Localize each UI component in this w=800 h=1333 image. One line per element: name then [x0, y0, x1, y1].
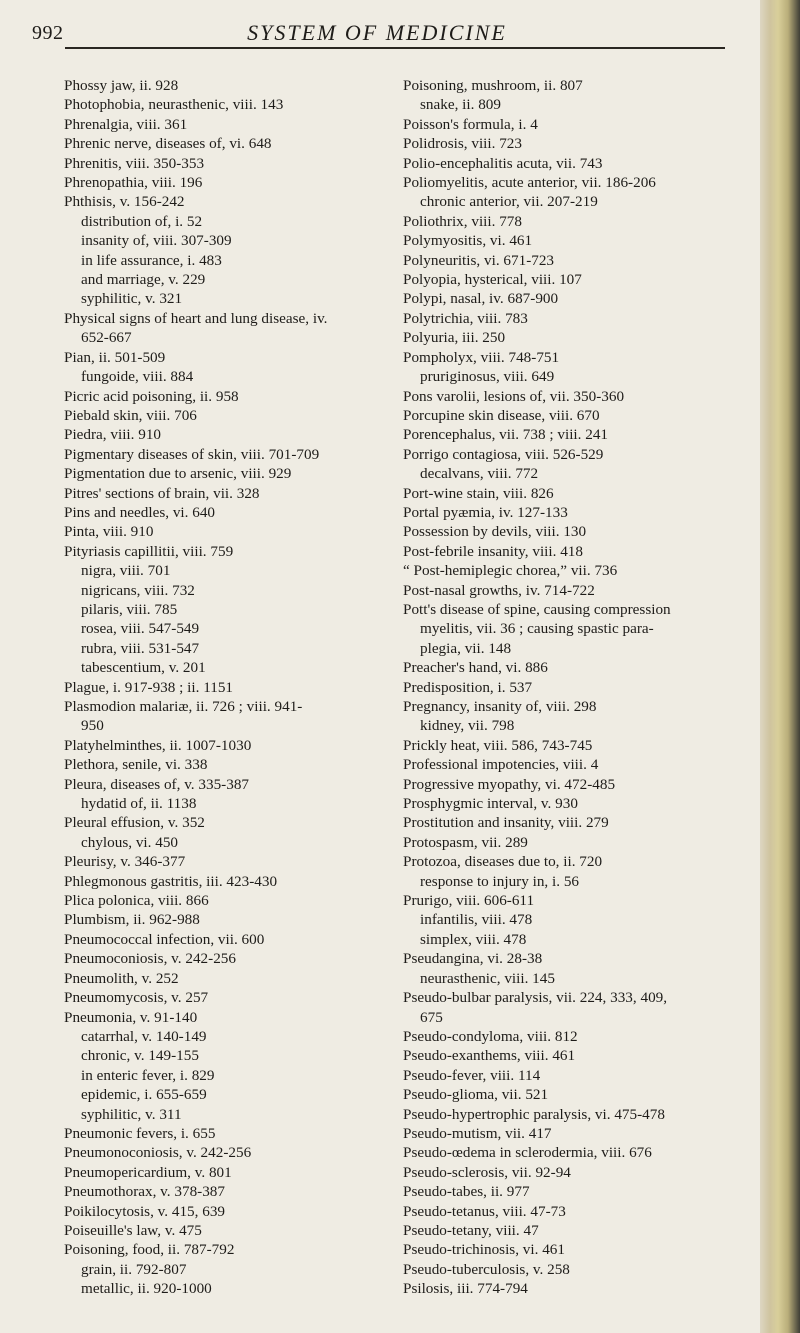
index-subentry: rosea, viii. 547-549: [81, 620, 200, 638]
index-entry: Prostitution and insanity, viii. 279: [403, 814, 609, 832]
index-subentry: kidney, vii. 798: [420, 717, 515, 735]
index-entry-continuation: plegia, vii. 148: [420, 639, 512, 657]
index-subentry: simplex, viii. 478: [420, 930, 527, 948]
index-subentry: in enteric fever, i. 829: [81, 1066, 215, 1084]
index-entry: Poliothrix, viii. 778: [403, 212, 522, 230]
index-entry: Pneumomycosis, v. 257: [64, 989, 209, 1007]
index-entry: Piedra, viii. 910: [64, 426, 162, 444]
index-entry: Piebald skin, viii. 706: [64, 406, 197, 424]
index-subentry: snake, ii. 809: [420, 96, 501, 114]
index-entry: Porencephalus, vii. 738 ; viii. 241: [403, 426, 609, 444]
index-entry: Poiseuille's law, v. 475: [64, 1221, 202, 1239]
index-entry: Post-nasal growths, iv. 714-722: [403, 581, 595, 599]
index-entry: Phossy jaw, ii. 928: [64, 77, 179, 94]
index-subentry: nigra, viii. 701: [81, 562, 171, 580]
index-entry: Pian, ii. 501-509: [64, 348, 166, 366]
index-entry: “ Post-hemiplegic chorea,” vii. 736: [403, 562, 618, 580]
index-subentry: chronic, v. 149-155: [81, 1047, 199, 1065]
index-entry: Protospasm, vii. 289: [403, 833, 528, 851]
index-entry: Pseudo-exanthems, viii. 461: [403, 1047, 576, 1065]
index-entry: Professional impotencies, viii. 4: [403, 756, 599, 774]
page-number: 992: [32, 22, 64, 44]
index-entry: Plumbism, ii. 962-988: [64, 911, 200, 929]
index-subentry: response to injury in, i. 56: [420, 872, 580, 890]
index-entry: Pneumopericardium, v. 801: [64, 1163, 232, 1181]
index-entry: Pneumolith, v. 252: [64, 969, 179, 987]
index-entry: Pseudo-tabes, ii. 977: [403, 1183, 530, 1201]
index-entry: Poisson's formula, i. 4: [403, 115, 538, 133]
index-entry: Prurigo, viii. 606-611: [403, 892, 535, 910]
index-entry-continuation: 652-667: [81, 329, 132, 347]
index-entry-continuation: myelitis, vii. 36 ; causing spastic para-: [420, 620, 654, 638]
index-entry: Pseudo-condyloma, viii. 812: [403, 1027, 578, 1045]
index-entry: Predisposition, i. 537: [403, 678, 533, 696]
index-entry: Plasmodion malariæ, ii. 726 ; viii. 941-: [64, 698, 303, 715]
index-entry: Polyneuritis, vi. 671-723: [403, 251, 555, 269]
index-entry: Pneumonoconiosis, v. 242-256: [64, 1144, 252, 1162]
index-subentry: metallic, ii. 920-1000: [81, 1280, 212, 1298]
index-entry: Polio-encephalitis acuta, vii. 743: [403, 154, 603, 172]
index-entry: Polyopia, hysterical, viii. 107: [403, 271, 582, 289]
index-subentry: pilaris, viii. 785: [81, 600, 178, 618]
index-column-right: [403, 76, 755, 1299]
index-entry: Pneumothorax, v. 378-387: [64, 1183, 225, 1201]
index-entry: Protozoa, diseases due to, ii. 720: [403, 853, 603, 871]
index-entry: Prosphygmic interval, v. 930: [403, 795, 578, 813]
index-entry: Polytrichia, viii. 783: [403, 309, 528, 327]
index-entry: Phlegmonous gastritis, iii. 423-430: [64, 872, 278, 890]
index-entry: Pneumonia, v. 91-140: [64, 1008, 198, 1026]
index-entry: Pneumonic fevers, i. 655: [64, 1124, 216, 1142]
index-subentry: fungoide, viii. 884: [81, 368, 194, 386]
index-entry: Phrenic nerve, diseases of, vi. 648: [64, 135, 272, 153]
index-entry: Pseudo-tetanus, viii. 47-73: [403, 1202, 566, 1220]
index-entry: Poikilocytosis, v. 415, 639: [64, 1202, 226, 1220]
index-entry: Pseudo-mutism, vii. 417: [403, 1124, 552, 1142]
index-entry-continuation: 950: [81, 717, 104, 735]
index-entry-continuation: 675: [420, 1008, 443, 1026]
index-entry: Pseudo-tetany, viii. 47: [403, 1221, 539, 1239]
index-subentry: distribution of, i. 52: [81, 212, 203, 230]
index-entry: Pseudo-tuberculosis, v. 258: [403, 1260, 570, 1278]
index-entry: Plague, i. 917-938 ; ii. 1151: [64, 678, 234, 696]
index-entry: Poliomyelitis, acute anterior, vii. 186-206: [403, 174, 656, 192]
index-entry: Pseudo-fever, viii. 114: [403, 1066, 541, 1084]
index-entry: Pins and needles, vi. 640: [64, 503, 216, 521]
index-subentry: and marriage, v. 229: [81, 271, 206, 289]
index-entry: Pseudo-sclerosis, vii. 92-94: [403, 1163, 571, 1181]
index-entry: Pleurisy, v. 346-377: [64, 853, 186, 871]
index-entry: Polypi, nasal, iv. 687-900: [403, 290, 559, 308]
index-entry: Phrenopathia, viii. 196: [64, 174, 203, 192]
index-entry: Poisoning, food, ii. 787-792: [64, 1241, 235, 1259]
index-entry: Pneumoconiosis, v. 242-256: [64, 950, 236, 968]
index-entry: Pinta, viii. 910: [64, 523, 154, 541]
index-entry: Portal pyæmia, iv. 127-133: [403, 503, 568, 521]
index-entry: Pitres' sections of brain, vii. 328: [64, 484, 260, 502]
index-entry: Progressive myopathy, vi. 472-485: [403, 775, 616, 793]
index-entry: Pleural effusion, v. 352: [64, 814, 205, 832]
index-subentry: grain, ii. 792-807: [81, 1260, 187, 1278]
index-entry: Plethora, senile, vi. 338: [64, 756, 208, 774]
index-subentry: decalvans, viii. 772: [420, 465, 539, 483]
index-subentry: chylous, vi. 450: [81, 833, 179, 851]
index-entry: Possession by devils, viii. 130: [403, 523, 587, 541]
index-entry: Post-febrile insanity, viii. 418: [403, 542, 583, 560]
index-subentry: epidemic, i. 655-659: [81, 1086, 207, 1104]
index-entry: Physical signs of heart and lung disease, iv.: [64, 309, 328, 327]
index-entry: Prickly heat, viii. 586, 743-745: [403, 736, 593, 754]
index-column-left: [64, 76, 394, 1299]
index-entry: Pigmentation due to arsenic, viii. 929: [64, 465, 292, 483]
index-entry: Preacher's hand, vi. 886: [403, 659, 548, 677]
index-subentry: nigricans, viii. 732: [81, 581, 195, 599]
index-subentry: infantilis, viii. 478: [420, 911, 533, 929]
index-entry: Phthisis, v. 156-242: [64, 193, 185, 211]
index-subentry: neurasthenic, viii. 145: [420, 969, 555, 987]
index-subentry: chronic anterior, vii. 207-219: [420, 193, 598, 211]
running-title: SYSTEM OF MEDICINE: [247, 20, 507, 45]
index-entry: Pseudo-trichinosis, vi. 461: [403, 1241, 565, 1259]
index-subentry: syphilitic, v. 311: [81, 1105, 182, 1123]
index-entry: Polymyositis, vi. 461: [403, 232, 533, 250]
index-entry: Poisoning, mushroom, ii. 807: [403, 77, 583, 94]
index-entry: Pott's disease of spine, causing compression: [403, 600, 671, 618]
index-subentry: syphilitic, v. 321: [81, 290, 183, 308]
index-entry: Photophobia, neurasthenic, viii. 143: [64, 96, 284, 114]
index-entry: Pseudo-glioma, vii. 521: [403, 1086, 549, 1104]
index-subentry: catarrhal, v. 140-149: [81, 1027, 207, 1045]
index-subentry: tabescentium, v. 201: [81, 659, 206, 677]
index-entry: Polidrosis, viii. 723: [403, 135, 522, 153]
index-entry: Pseudo-œdema in sclerodermia, viii. 676: [403, 1144, 652, 1162]
index-entry: Pneumococcal infection, vii. 600: [64, 930, 265, 948]
index-subentry: pruriginosus, viii. 649: [420, 368, 555, 386]
index-entry: Porcupine skin disease, viii. 670: [403, 406, 600, 424]
index-entry: Picric acid poisoning, ii. 958: [64, 387, 239, 405]
index-entry: Port-wine stain, viii. 826: [403, 484, 554, 502]
index-entry: Porrigo contagiosa, viii. 526-529: [403, 445, 604, 463]
index-entry: Phrenalgia, viii. 361: [64, 115, 188, 133]
index-entry: Pompholyx, viii. 748-751: [403, 348, 560, 366]
index-entry: Plica polonica, viii. 866: [64, 892, 209, 910]
index-entry: Platyhelminthes, ii. 1007-1030: [64, 736, 252, 754]
header-rule: [65, 47, 725, 49]
index-subentry: in life assurance, i. 483: [81, 251, 222, 269]
index-entry: Pityriasis capillitii, viii. 759: [64, 542, 234, 560]
index-subentry: hydatid of, ii. 1138: [81, 795, 197, 813]
index-entry: Pseudangina, vi. 28-38: [403, 950, 543, 968]
index-entry: Pregnancy, insanity of, viii. 298: [403, 698, 597, 715]
index-entry: Pleura, diseases of, v. 335-387: [64, 775, 250, 793]
index-entry: Polyuria, iii. 250: [403, 329, 506, 347]
page-edge: [760, 0, 800, 1333]
index-entry: Phrenitis, viii. 350-353: [64, 154, 205, 172]
index-subentry: rubra, viii. 531-547: [81, 639, 200, 657]
index-subentry: insanity of, viii. 307-309: [81, 232, 232, 250]
index-entry: Pseudo-hypertrophic paralysis, vi. 475-478: [403, 1105, 665, 1123]
index-entry: Pons varolii, lesions of, vii. 350-360: [403, 387, 625, 405]
index-entry: Pigmentary diseases of skin, viii. 701-709: [64, 445, 320, 463]
index-entry: Pseudo-bulbar paralysis, vii. 224, 333, 409,: [403, 989, 668, 1007]
index-entry: Psilosis, iii. 774-794: [403, 1280, 528, 1298]
